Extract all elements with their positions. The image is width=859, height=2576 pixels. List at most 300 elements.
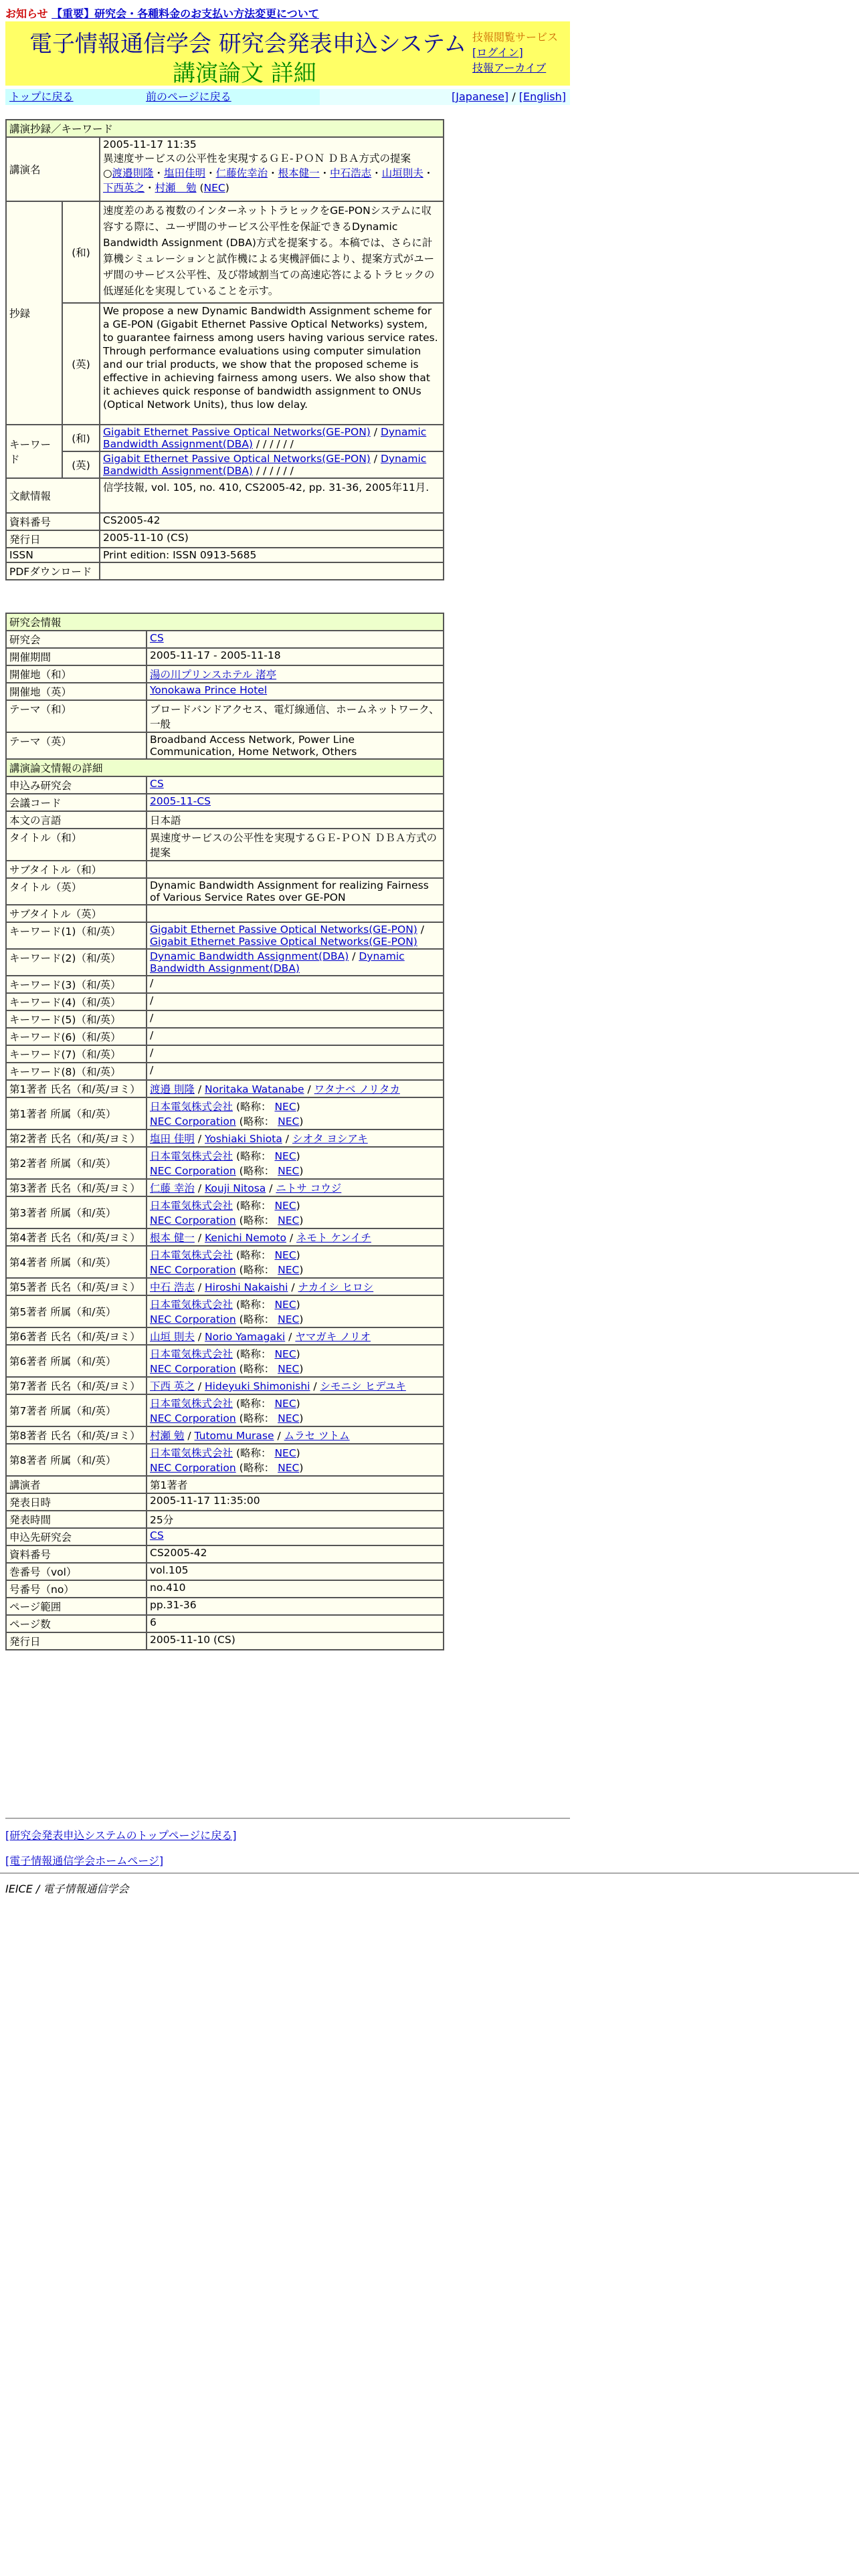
author-aff-label bbox=[6, 1345, 147, 1377]
archive-service-label: 技報閲覧サービス bbox=[472, 31, 559, 43]
pdf-download-label: PDFダウンロード bbox=[6, 562, 100, 580]
abbr-link[interactable]: NEC bbox=[278, 1165, 300, 1177]
info-row bbox=[6, 1563, 444, 1580]
info-value: no.410 bbox=[147, 1580, 444, 1598]
abbr-link[interactable]: NEC bbox=[274, 1447, 296, 1459]
author-name-link[interactable]: 根本 健一 bbox=[150, 1232, 195, 1244]
footer-top-link[interactable]: [研究会発表申込システムのトップページに戻る] bbox=[5, 1829, 237, 1842]
author-name-label bbox=[6, 1377, 147, 1394]
author-name-link[interactable]: ワタナベ ノリタカ bbox=[314, 1083, 400, 1095]
author-name-link[interactable]: 村瀬 勉 bbox=[150, 1430, 185, 1442]
info-label: キーワード(8)（和/英） bbox=[6, 1063, 147, 1080]
author-name-link[interactable]: 渡邉 則隆 bbox=[150, 1083, 195, 1095]
info-link[interactable]: 2005-11-CS bbox=[150, 795, 211, 807]
info-row bbox=[6, 1545, 444, 1563]
affiliation-link[interactable]: 日本電気株式会社 bbox=[150, 1299, 233, 1311]
abbr-open: (略称： bbox=[239, 1214, 275, 1226]
author-ordinal: 第3著者 bbox=[9, 1207, 47, 1219]
presenter-mark: ○ bbox=[103, 167, 112, 179]
label-suffix: 氏名（和/英/ヨミ） bbox=[47, 1281, 140, 1293]
talk-datetime: 2005-11-17 11:35 bbox=[103, 138, 197, 150]
author-name-label bbox=[6, 1130, 147, 1147]
talk-title: 異速度サービスの公平性を実現するＧＥ-ＰＯＮ ＤＢＡ方式の提案 bbox=[103, 152, 411, 165]
header-banner bbox=[5, 21, 570, 86]
abbr-link[interactable]: NEC bbox=[274, 1398, 296, 1410]
label-suffix: 氏名（和/英/ヨミ） bbox=[47, 1331, 140, 1343]
info-row bbox=[6, 993, 444, 1010]
abstract-en-label: (英) bbox=[62, 303, 100, 425]
author-aff-value bbox=[147, 1097, 444, 1130]
abbr-link[interactable]: NEC bbox=[278, 1462, 300, 1474]
author-name-link[interactable]: ニトサ コウジ bbox=[276, 1182, 342, 1194]
author-name-label bbox=[6, 1228, 147, 1246]
author-name-link[interactable]: シオタ ヨシアキ bbox=[292, 1133, 368, 1145]
keyword-value: Gigabit Ethernet Passive Optical Networks(GE-PON) / Gigabit Ethernet Passive Optical Networks(GE-PON) bbox=[147, 922, 444, 949]
author-name-value: 渡邉 則隆 / Noritaka Watanabe / ワタナベ ノリタカ bbox=[147, 1080, 444, 1097]
author-name-value: 仁藤 幸治 / Kouji Nitosa / ニトサ コウジ bbox=[147, 1179, 444, 1196]
author-link[interactable]: 塩田佳明 bbox=[164, 167, 206, 179]
abbr-close: ) bbox=[299, 1363, 304, 1375]
abbr-open: (略称： bbox=[239, 1165, 275, 1177]
info-label: キーワード(2)（和/英） bbox=[6, 949, 147, 976]
info-label: キーワード(1)（和/英） bbox=[6, 922, 147, 949]
abbr-link[interactable]: NEC bbox=[278, 1363, 300, 1375]
author-name-value: 根本 健一 / Kenichi Nemoto / ネモト ケンイチ bbox=[147, 1228, 444, 1246]
author-ordinal: 第8著者 bbox=[9, 1455, 47, 1467]
login-link[interactable]: [ログイン] bbox=[472, 46, 523, 59]
info-row bbox=[6, 776, 444, 794]
author-name-value: 下西 英之 / Hideyuki Shimonishi / シモニシ ヒデユキ bbox=[147, 1377, 444, 1394]
author-ordinal: 第2著者 bbox=[9, 1133, 47, 1145]
info-value bbox=[147, 776, 444, 794]
info-label: 本文の言語 bbox=[6, 811, 147, 829]
author-ordinal: 第4著者 bbox=[9, 1232, 47, 1244]
author-ordinal: 第6著者 bbox=[9, 1356, 47, 1368]
affiliation-link[interactable]: 日本電気株式会社 bbox=[150, 1150, 233, 1162]
abbr-close: ) bbox=[299, 1264, 304, 1276]
author-name-link[interactable]: 山垣 則夫 bbox=[150, 1331, 195, 1343]
info-label: 開催地（英） bbox=[6, 683, 147, 700]
info-label: キーワード(7)（和/英） bbox=[6, 1045, 147, 1063]
info-value: 2005-11-10 (CS) bbox=[147, 1632, 444, 1650]
abbr-link[interactable]: NEC bbox=[274, 1200, 296, 1212]
abbr-close: ) bbox=[299, 1115, 304, 1128]
abbr-open: (略称： bbox=[235, 1101, 272, 1113]
info-value bbox=[147, 861, 444, 878]
archive-link[interactable]: 技報アーカイブ bbox=[472, 62, 547, 74]
abbr-open: (略称： bbox=[239, 1462, 275, 1474]
author-link[interactable]: 根本健一 bbox=[278, 167, 320, 179]
affiliation-link[interactable]: NEC Corporation bbox=[150, 1264, 236, 1276]
info-value: 異速度サービスの公平性を実現するＧＥ-ＰＯＮ ＤＢＡ方式の提案 bbox=[147, 829, 444, 861]
abbr-link[interactable]: NEC bbox=[274, 1348, 296, 1360]
pubdate-label: 発行日 bbox=[6, 530, 100, 548]
affiliation-link[interactable]: NEC Corporation bbox=[150, 1412, 236, 1424]
author-aff-value bbox=[147, 1246, 444, 1278]
docno-label: 資料番号 bbox=[6, 513, 100, 530]
author-aff-value bbox=[147, 1394, 444, 1426]
info-label: 発行日 bbox=[6, 1632, 147, 1650]
issn-value: Print edition: ISSN 0913-5685 bbox=[100, 548, 444, 562]
keyword-link[interactable]: Dynamic Bandwidth Assignment(DBA) bbox=[103, 426, 427, 450]
info-row bbox=[6, 1528, 444, 1545]
info-value bbox=[147, 665, 444, 683]
docno-value: CS2005-42 bbox=[100, 513, 444, 530]
bib-label: 文献情報 bbox=[6, 478, 100, 513]
lang-separator: / bbox=[512, 90, 516, 103]
org-link[interactable]: NEC bbox=[203, 182, 225, 194]
info-row bbox=[6, 811, 444, 829]
abbr-close: ) bbox=[299, 1412, 304, 1424]
author-aff-value bbox=[147, 1444, 444, 1476]
author-ordinal: 第7著者 bbox=[9, 1380, 47, 1392]
keyword-empty: / / / / / / bbox=[256, 465, 294, 477]
summary-table: 講演抄録／キーワード 講演名 2005-11-17 11:35 異速度サービスの公平性を実現するＧＥ-ＰＯＮ ＤＢＡ方式の提案 ○渡邉則隆・塩田佳明・仁藤佐幸治・根本健一・中石浩志・山垣則夫・下西英之・村瀬 勉 (NEC) 抄録 (和) 速度差のある複数のインターネットトラヒックをGE-PONシステムに収容する際に、ユーザ間のサービス公平性を保証できるDynamic Bandwidth Assignment (DBA)方式を提案する。本稿では、さらに計算機シミュレーションと試作機による実機評価により、提案方式がユーザ間のサービス公平性、及び帯域割当ての高速応答によるトラヒックの低遅延化を実現していることを示す。 (英) We propose a new Dynamic Bandwidth Assignment scheme for a GE-PON (Gigabit Ethernet Passive Optical Networks) system, to guarantee fairness among users having various service rates. Through performance evaluations using computer simulation and our trial products, we show that the proposed scheme is effective in achieving fairness among users. We also show that it achieves quick response of bandwidth assignment to ONUs (Optical Network Units), thus low delay. キーワード (和) Gigabit Ethernet Passive Optical Networks(GE-PON) / Dynamic Bandwidth Assignment(DBA) / / / / / / (英) Gigabit Ethernet Passive Optical Networks(GE-PON) / Dynamic Bandwidth Assignment(DBA) / / / / / / 文献情報 信学技報, vol. 105, no. 410, CS2005-42, pp. 31-36, 2005年11月. 資料番号 CS2005-42 発行日 2005-11-10 (CS) ISSN Print edition: ISSN 0913-5685 PDFダウンロード bbox=[5, 119, 444, 580]
author-ordinal: 第4著者 bbox=[9, 1257, 47, 1269]
author-name-link[interactable]: Hideyuki Shimonishi bbox=[205, 1380, 310, 1392]
author-aff-value bbox=[147, 1196, 444, 1228]
info-value: / bbox=[147, 1010, 444, 1028]
abbr-open: (略称： bbox=[235, 1249, 272, 1261]
author-list: ○渡邉則隆・塩田佳明・仁藤佐幸治・根本健一・中石浩志・山垣則夫・下西英之・村瀬 勉 (NEC) bbox=[103, 167, 434, 194]
abbr-close: ) bbox=[299, 1313, 304, 1325]
info-value: 第1著者 bbox=[147, 1476, 444, 1493]
info-value: ブロードバンドアクセス、電灯線通信、ホームネットワーク、一般 bbox=[147, 700, 444, 732]
info-row bbox=[6, 1493, 444, 1511]
info-row bbox=[6, 683, 444, 700]
abbr-close: ) bbox=[296, 1398, 300, 1410]
author-name-link[interactable]: Yoshiaki Shiota bbox=[205, 1133, 282, 1145]
keyword-link[interactable]: Dynamic Bandwidth Assignment(DBA) bbox=[150, 950, 405, 974]
author-name-link[interactable]: Kenichi Nemoto bbox=[205, 1232, 286, 1244]
label-suffix: 氏名（和/英/ヨミ） bbox=[47, 1083, 140, 1095]
author-link[interactable]: 仁藤佐幸治 bbox=[215, 167, 268, 179]
info-link[interactable]: 湯の川プリンスホテル 渚亭 bbox=[150, 669, 277, 681]
info-row bbox=[6, 976, 444, 993]
info-row bbox=[6, 861, 444, 878]
abbr-close: ) bbox=[296, 1249, 300, 1261]
abbr-link[interactable]: NEC bbox=[278, 1313, 300, 1325]
label-suffix: 氏名（和/英/ヨミ） bbox=[47, 1133, 140, 1145]
info-value: pp.31-36 bbox=[147, 1598, 444, 1615]
info-link[interactable]: Yonokawa Prince Hotel bbox=[150, 684, 268, 696]
author-name-link[interactable]: Noritaka Watanabe bbox=[205, 1083, 304, 1095]
info-value bbox=[147, 794, 444, 811]
keyword-label: キーワード bbox=[6, 425, 62, 478]
abbr-open: (略称： bbox=[239, 1313, 275, 1325]
notice-link[interactable]: 【重要】研究会・各種料金のお支払い方法変更について bbox=[52, 7, 319, 20]
info-row bbox=[6, 648, 444, 665]
info-label: 申込先研究会 bbox=[6, 1528, 147, 1545]
info-link[interactable]: CS bbox=[150, 778, 164, 790]
info-label: ページ範囲 bbox=[6, 1598, 147, 1615]
info-label: タイトル（英） bbox=[6, 878, 147, 905]
author-aff-label bbox=[6, 1097, 147, 1130]
author-aff-label bbox=[6, 1246, 147, 1278]
abbr-open: (略称： bbox=[235, 1447, 272, 1459]
info-value bbox=[147, 905, 444, 922]
info-row bbox=[6, 905, 444, 922]
author-ordinal: 第1著者 bbox=[9, 1083, 47, 1095]
author-name-link[interactable]: Tutomu Murase bbox=[194, 1430, 274, 1442]
info-row bbox=[6, 1045, 444, 1063]
abbr-close: ) bbox=[296, 1200, 300, 1212]
lang-japanese-link[interactable]: [Japanese] bbox=[452, 90, 509, 103]
info-value: vol.105 bbox=[147, 1563, 444, 1580]
author-aff-value bbox=[147, 1147, 444, 1179]
author-name-label bbox=[6, 1080, 147, 1097]
info-label: 発表日時 bbox=[6, 1493, 147, 1511]
affiliation-link[interactable]: 日本電気株式会社 bbox=[150, 1398, 233, 1410]
info-label: キーワード(4)（和/英） bbox=[6, 993, 147, 1010]
info-row bbox=[6, 1632, 444, 1650]
abbr-open: (略称： bbox=[239, 1412, 275, 1424]
keyword-link[interactable]: Gigabit Ethernet Passive Optical Networks(GE-PON) bbox=[150, 936, 417, 948]
author-name-link[interactable]: 塩田 佳明 bbox=[150, 1133, 195, 1145]
author-link[interactable]: 下西英之 bbox=[103, 182, 145, 194]
abbr-open: (略称： bbox=[235, 1398, 272, 1410]
info-link[interactable]: CS bbox=[150, 632, 164, 644]
info-row bbox=[6, 1511, 444, 1528]
info-value bbox=[147, 631, 444, 648]
info-value: / bbox=[147, 1045, 444, 1063]
info-value: / bbox=[147, 1028, 444, 1045]
info-value: / bbox=[147, 993, 444, 1010]
abbr-open: (略称： bbox=[235, 1150, 272, 1162]
abbr-link[interactable]: NEC bbox=[274, 1101, 296, 1113]
affiliation-link[interactable]: 日本電気株式会社 bbox=[150, 1447, 233, 1459]
abbr-close: ) bbox=[296, 1150, 300, 1162]
abbr-open: (略称： bbox=[239, 1115, 275, 1128]
info-label: キーワード(5)（和/英） bbox=[6, 1010, 147, 1028]
author-link[interactable]: 山垣則夫 bbox=[381, 167, 423, 179]
keyword-en-label: (英) bbox=[62, 451, 100, 478]
author-name-label bbox=[6, 1278, 147, 1295]
pdf-download-cell bbox=[100, 562, 444, 580]
author-ordinal: 第1著者 bbox=[9, 1108, 47, 1120]
label-suffix: 所属（和/英） bbox=[47, 1207, 116, 1219]
author-name-value: 山垣 則夫 / Norio Yamagaki / ヤマガキ ノリオ bbox=[147, 1327, 444, 1345]
keyword-link[interactable]: Gigabit Ethernet Passive Optical Networks(GE-PON) bbox=[150, 924, 417, 936]
info-value: 2005-11-17 - 2005-11-18 bbox=[147, 648, 444, 665]
author-name-link[interactable]: Hiroshi Nakaishi bbox=[205, 1281, 288, 1293]
info-label: テーマ（英） bbox=[6, 732, 147, 759]
abstract-ja: 速度差のある複数のインターネットトラヒックをGE-PONシステムに収容する際に、ユーザ間のサービス公平性を保証できるDynamic Bandwidth Assignment (DBA)方式を提案する。本稿では、さらに計算機シミュレーションと試作機による実機評価により、提案方式がユーザ間のサービス公平性、及び帯域割当ての高速応答によるトラヒックの低遅延化を実現していることを示す。 bbox=[100, 201, 444, 303]
footer-home-link[interactable]: [電子情報通信学会ホームページ] bbox=[5, 1854, 164, 1867]
site-title: 電子情報通信学会 研究会発表申込システム bbox=[29, 31, 467, 58]
author-ordinal: 第5著者 bbox=[9, 1306, 47, 1318]
keyword-link[interactable]: Gigabit Ethernet Passive Optical Networks(GE-PON) bbox=[103, 453, 371, 465]
abbr-close: ) bbox=[296, 1299, 300, 1311]
abbr-close: ) bbox=[296, 1101, 300, 1113]
info-row bbox=[6, 1598, 444, 1615]
lang-english-link[interactable]: [English] bbox=[518, 90, 566, 103]
affiliation-link[interactable]: 日本電気株式会社 bbox=[150, 1200, 233, 1212]
author-name-value: 村瀬 勉 / Tutomu Murase / ムラセ ツトム bbox=[147, 1426, 444, 1444]
header-side-links bbox=[472, 29, 558, 76]
affiliation-link[interactable]: 日本電気株式会社 bbox=[150, 1348, 233, 1360]
abbr-link[interactable]: NEC bbox=[278, 1214, 300, 1226]
info-row bbox=[6, 794, 444, 811]
author-ordinal: 第2著者 bbox=[9, 1158, 47, 1170]
author-aff-label bbox=[6, 1444, 147, 1476]
info-value: CS2005-42 bbox=[147, 1545, 444, 1563]
affiliation-link[interactable]: 日本電気株式会社 bbox=[150, 1249, 233, 1261]
info-link[interactable]: CS bbox=[150, 1529, 164, 1541]
info-label: 開催期間 bbox=[6, 648, 147, 665]
abbr-link[interactable]: NEC bbox=[278, 1412, 300, 1424]
abbr-link[interactable]: NEC bbox=[274, 1249, 296, 1261]
abbr-open: (略称： bbox=[239, 1264, 275, 1276]
author-name-link[interactable]: ナカイシ ヒロシ bbox=[298, 1281, 374, 1293]
label-suffix: 所属（和/英） bbox=[47, 1306, 116, 1318]
abbr-close: ) bbox=[299, 1214, 304, 1226]
talk-title-label: 講演名 bbox=[6, 137, 100, 201]
keyword-link[interactable]: Dynamic Bandwidth Assignment(DBA) bbox=[103, 453, 427, 477]
abbr-open: (略称： bbox=[235, 1299, 272, 1311]
keyword-link[interactable]: Dynamic Bandwidth Assignment(DBA) bbox=[150, 950, 349, 962]
info-label: 巻番号（vol） bbox=[6, 1563, 147, 1580]
author-ordinal: 第7著者 bbox=[9, 1405, 47, 1417]
info-row bbox=[6, 1615, 444, 1632]
info-label: 発表時間 bbox=[6, 1511, 147, 1528]
author-name-label bbox=[6, 1426, 147, 1444]
abbr-open: (略称： bbox=[239, 1363, 275, 1375]
info-row bbox=[6, 1010, 444, 1028]
affiliation-link[interactable]: NEC Corporation bbox=[150, 1363, 236, 1375]
info-label: ページ数 bbox=[6, 1615, 147, 1632]
author-ordinal: 第6著者 bbox=[9, 1331, 47, 1343]
author-link[interactable]: 渡邉則隆 bbox=[112, 167, 154, 179]
abbr-link[interactable]: NEC bbox=[278, 1115, 300, 1128]
page-title: 講演論文 詳細 bbox=[173, 60, 316, 87]
copyright: IEICE / 電子情報通信学会 bbox=[5, 1883, 129, 1895]
affiliation-link[interactable]: NEC Corporation bbox=[150, 1214, 236, 1226]
info-row bbox=[6, 1580, 444, 1598]
abbr-close: ) bbox=[296, 1447, 300, 1459]
meeting-table bbox=[5, 613, 444, 1650]
affiliation-link[interactable]: NEC Corporation bbox=[150, 1462, 236, 1474]
author-link[interactable]: 村瀬 勉 bbox=[155, 182, 197, 194]
author-ordinal: 第5著者 bbox=[9, 1281, 47, 1293]
nav-top-link[interactable]: トップに戻る bbox=[9, 90, 74, 103]
meeting-section-title: 研究会情報 bbox=[6, 613, 444, 631]
label-suffix: 氏名（和/英/ヨミ） bbox=[47, 1182, 140, 1194]
info-row bbox=[6, 878, 444, 905]
abbr-link[interactable]: NEC bbox=[274, 1299, 296, 1311]
affiliation-link[interactable]: NEC Corporation bbox=[150, 1165, 236, 1177]
label-suffix: 所属（和/英） bbox=[47, 1455, 116, 1467]
abbr-open: (略称： bbox=[235, 1348, 272, 1360]
info-label: キーワード(3)（和/英） bbox=[6, 976, 147, 993]
abbr-link[interactable]: NEC bbox=[278, 1264, 300, 1276]
label-suffix: 所属（和/英） bbox=[47, 1257, 116, 1269]
info-label: サブタイトル（和） bbox=[6, 861, 147, 878]
author-name-label bbox=[6, 1179, 147, 1196]
author-ordinal: 第8著者 bbox=[9, 1430, 47, 1442]
nav-back-link[interactable]: 前のページに戻る bbox=[146, 90, 231, 103]
author-name-link[interactable]: 仁藤 幸治 bbox=[150, 1182, 195, 1194]
author-name-link[interactable]: Norio Yamagaki bbox=[205, 1331, 286, 1343]
issn-label: ISSN bbox=[6, 548, 100, 562]
abbr-open: (略称： bbox=[235, 1200, 272, 1212]
info-value: 25分 bbox=[147, 1511, 444, 1528]
author-name-link[interactable]: Kouji Nitosa bbox=[205, 1182, 266, 1194]
info-value: 日本語 bbox=[147, 811, 444, 829]
info-label: 会議コード bbox=[6, 794, 147, 811]
abbr-close: ) bbox=[299, 1165, 304, 1177]
info-label: 資料番号 bbox=[6, 1545, 147, 1563]
author-name-link[interactable]: ネモト ケンイチ bbox=[296, 1232, 371, 1244]
footer-divider bbox=[0, 1872, 859, 1874]
keyword-link[interactable]: Gigabit Ethernet Passive Optical Networks(GE-PON) bbox=[103, 426, 371, 438]
keyword-ja-label: (和) bbox=[62, 425, 100, 451]
info-label: サブタイトル（英） bbox=[6, 905, 147, 922]
talk-title-cell bbox=[100, 137, 444, 201]
summary-section-title: 講演抄録／キーワード bbox=[6, 120, 444, 137]
info-row bbox=[6, 732, 444, 759]
nav-bar bbox=[5, 89, 570, 105]
author-aff-label bbox=[6, 1295, 147, 1327]
author-name-link[interactable]: ムラセ ツトム bbox=[284, 1430, 350, 1442]
abstract-label: 抄録 bbox=[6, 201, 62, 425]
footer-divider bbox=[5, 1818, 570, 1819]
info-value: Broadband Access Network, Power Line Communication, Home Network, Others bbox=[147, 732, 444, 759]
author-name-link[interactable]: ヤマガキ ノリオ bbox=[295, 1331, 371, 1343]
label-suffix: 氏名（和/英/ヨミ） bbox=[47, 1232, 140, 1244]
affiliation-link[interactable]: NEC Corporation bbox=[150, 1313, 236, 1325]
info-label: テーマ（和） bbox=[6, 700, 147, 732]
info-value bbox=[147, 683, 444, 700]
abbr-link[interactable]: NEC bbox=[274, 1150, 296, 1162]
keyword-value: Dynamic Bandwidth Assignment(DBA) / Dynamic Bandwidth Assignment(DBA) bbox=[147, 949, 444, 976]
abbr-close: ) bbox=[299, 1462, 304, 1474]
label-suffix: 氏名（和/英/ヨミ） bbox=[47, 1430, 140, 1442]
info-label: タイトル（和） bbox=[6, 829, 147, 861]
author-link[interactable]: 中石浩志 bbox=[330, 167, 372, 179]
info-label: 開催地（和） bbox=[6, 665, 147, 683]
author-aff-value bbox=[147, 1345, 444, 1377]
author-aff-label bbox=[6, 1394, 147, 1426]
detail-section-title: 講演論文情報の詳細 bbox=[6, 759, 444, 776]
author-ordinal: 第3著者 bbox=[9, 1182, 47, 1194]
author-name-link[interactable]: シモニシ ヒデユキ bbox=[320, 1380, 406, 1392]
info-row bbox=[6, 1476, 444, 1493]
abbr-close: ) bbox=[296, 1348, 300, 1360]
notice-label: お知らせ bbox=[5, 7, 48, 20]
info-label: 申込み研究会 bbox=[6, 776, 147, 794]
info-label: 研究会 bbox=[6, 631, 147, 648]
label-suffix: 氏名（和/英/ヨミ） bbox=[47, 1380, 140, 1392]
author-name-label bbox=[6, 1327, 147, 1345]
author-name-link[interactable]: 下西 英之 bbox=[150, 1380, 195, 1392]
author-name-value: 塩田 佳明 / Yoshiaki Shiota / シオタ ヨシアキ bbox=[147, 1130, 444, 1147]
pubdate-value: 2005-11-10 (CS) bbox=[100, 530, 444, 548]
info-row bbox=[6, 665, 444, 683]
bib-value: 信学技報, vol. 105, no. 410, CS2005-42, pp. 31-36, 2005年11月. bbox=[100, 478, 444, 513]
label-suffix: 所属（和/英） bbox=[47, 1108, 116, 1120]
label-suffix: 所属（和/英） bbox=[47, 1405, 116, 1417]
info-row bbox=[6, 1028, 444, 1045]
affiliation-link[interactable]: 日本電気株式会社 bbox=[150, 1101, 233, 1113]
affiliation-link[interactable]: NEC Corporation bbox=[150, 1115, 236, 1128]
author-aff-label bbox=[6, 1147, 147, 1179]
info-label: 講演者 bbox=[6, 1476, 147, 1493]
info-value: 2005-11-17 11:35:00 bbox=[147, 1493, 444, 1511]
info-row bbox=[6, 1063, 444, 1080]
author-name-link[interactable]: 中石 浩志 bbox=[150, 1281, 195, 1293]
abstract-en: We propose a new Dynamic Bandwidth Assignment scheme for a GE-PON (Gigabit Ethernet Passive Optical Networks) system, to guarantee fairness among users having various service rates. Through performance evaluations using computer simulation and our trial products, we show that the proposed scheme is effective in achieving fairness among users. We also show that it achieves quick response of bandwidth assignment to ONUs (Optical Network Units), thus low delay. bbox=[100, 303, 444, 425]
